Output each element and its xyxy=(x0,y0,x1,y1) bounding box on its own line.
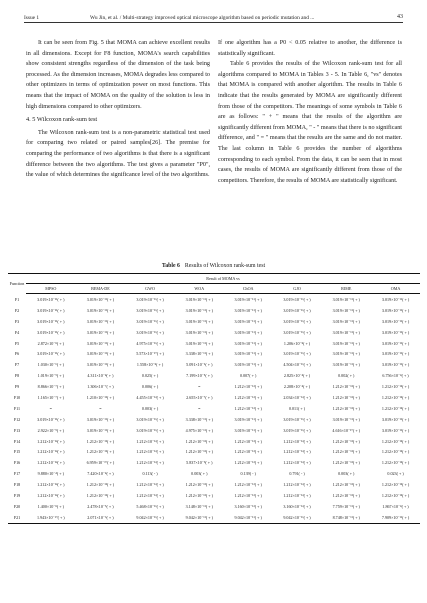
result-cell: 0.007( + ) xyxy=(240,373,257,379)
result-cell: 1.212×10⁻¹²( + ) xyxy=(136,482,164,488)
table-row xyxy=(8,327,420,338)
table-row xyxy=(8,479,420,490)
result-cell: 8.748×10⁻¹¹( + ) xyxy=(321,512,371,523)
result-cell: 3.338×10⁻¹¹( + ) xyxy=(185,351,213,357)
result-cell: 1.212×10⁻¹²( + ) xyxy=(283,449,311,455)
table-row xyxy=(8,359,420,370)
result-cell: 3.019×10⁻¹¹( + ) xyxy=(332,318,360,324)
table-row xyxy=(8,414,420,425)
table-row xyxy=(8,490,420,501)
result-cell: 1.212×10⁻¹²( + ) xyxy=(234,438,262,444)
result-cell: 1.212×10⁻¹²( + ) xyxy=(136,449,164,455)
result-cell: = xyxy=(198,405,201,411)
result-cell: 3.019×10⁻¹¹( + ) xyxy=(37,329,65,335)
result-cell: 1.212×10⁻¹²( + ) xyxy=(283,460,311,466)
result-cell: 3.019×10⁻¹¹( + ) xyxy=(37,307,65,313)
result-cell: = xyxy=(198,384,201,390)
result-cell: 1.212×10⁻¹²( + ) xyxy=(283,438,311,444)
result-cell: 1.212×10⁻¹²( + ) xyxy=(381,384,410,390)
running-title: Wu Jin, et al. / Multi-strategy improved optical microscope algorithm based on periodic mutation and ... xyxy=(90,15,315,21)
result-cell: 1.212×10⁻¹²( + ) xyxy=(381,438,410,444)
result-cell: 3.019×10⁻¹¹( + ) xyxy=(185,340,213,346)
result-cell: 1.212×10⁻¹²( + ) xyxy=(381,394,410,400)
function-label: F2 xyxy=(14,307,20,313)
table-row xyxy=(8,446,420,457)
result-cell: 1.212×10⁻¹²( + ) xyxy=(234,492,262,498)
result-cell: 3.019×10⁻¹¹( + ) xyxy=(86,362,115,368)
result-cell: 0.003( + ) xyxy=(141,405,159,411)
result-cell: 1.212×10⁻¹²( + ) xyxy=(381,449,410,455)
result-cell: 3.019×10⁻¹¹( + ) xyxy=(234,318,262,324)
function-label: F18 xyxy=(13,482,21,488)
result-cell: 3.019×10⁻¹¹( + ) xyxy=(332,416,360,422)
table-row xyxy=(8,512,420,523)
result-cell: 0.011( + ) xyxy=(288,405,306,411)
result-cell: 5.837×10⁻⁹( + ) xyxy=(186,460,213,466)
result-cell: 3.019×10⁻¹¹( + ) xyxy=(185,318,213,324)
result-cell: 1.212×10⁻¹²( + ) xyxy=(136,492,164,498)
result-cell: 1.212×10⁻¹²( + ) xyxy=(185,482,213,488)
result-cell: 6.756×10⁻⁸( + ) xyxy=(382,373,409,379)
result-cell: 3.019×10⁻¹¹( + ) xyxy=(332,329,360,335)
result-cell: 3.019×10⁻¹¹( + ) xyxy=(234,329,262,335)
result-cell: 4.455×10⁻¹²( + ) xyxy=(136,394,164,400)
result-cell: 1.306×10⁻⁷( + ) xyxy=(87,384,114,390)
result-cell: 3.019×10⁻¹¹( + ) xyxy=(234,362,262,368)
result-cell: 1.212×10⁻¹²( + ) xyxy=(234,460,262,466)
column-header: BEMA-DE xyxy=(76,284,126,294)
result-cell: 3.019×10⁻¹¹( + ) xyxy=(136,318,164,324)
result-cell: 3.019×10⁻¹¹( + ) xyxy=(332,340,360,346)
result-cell: 0.002( + ) xyxy=(338,373,355,379)
issue-label: Issue 1 xyxy=(24,15,40,21)
result-cell: 3.019×10⁻¹¹( + ) xyxy=(234,351,262,357)
function-label: F10 xyxy=(13,394,21,400)
result-cell: 2.922×10⁻⁹( + ) xyxy=(37,427,64,433)
result-cell: 3.019×10⁻¹¹( + ) xyxy=(332,296,360,302)
result-cell: 6.959×10⁻¹⁰( + ) xyxy=(86,460,115,466)
table-row xyxy=(8,338,420,349)
result-cell: 1.212×10⁻¹²( + ) xyxy=(86,449,115,455)
function-label: F6 xyxy=(14,351,20,357)
result-cell: 3.019×10⁻¹¹( + ) xyxy=(283,296,311,302)
result-cell: 1.019×10⁻⁵( + ) xyxy=(37,373,64,379)
function-label: F5 xyxy=(14,340,20,346)
result-cell: 3.019×10⁻¹¹( + ) xyxy=(136,427,164,433)
result-cell: 2.825×10⁻⁴( + ) xyxy=(283,373,311,379)
column-header: GJO xyxy=(273,284,322,294)
result-cell: 1.212×10⁻¹²( + ) xyxy=(37,492,65,498)
result-cell: 4.616×10⁻¹⁰( + ) xyxy=(332,427,361,433)
function-label: F16 xyxy=(13,460,21,466)
result-cell: 1.165×10⁻⁷( + ) xyxy=(37,394,64,400)
result-cell: 7.909×10⁻¹¹( + ) xyxy=(371,512,420,523)
result-cell: 1.206×10⁻⁸( + ) xyxy=(283,340,311,346)
table-body xyxy=(8,294,420,524)
result-cell: 1.212×10⁻¹²( + ) xyxy=(86,492,115,498)
result-cell: 1.212×10⁻¹²( + ) xyxy=(37,460,65,466)
result-cell: 7.759×10⁻¹¹( + ) xyxy=(332,503,360,509)
result-cell: 1.212×10⁻¹²( + ) xyxy=(332,384,360,390)
result-cell: 3.019×10⁻¹¹( + ) xyxy=(283,307,311,313)
result-cell: 1.212×10⁻¹²( + ) xyxy=(332,482,360,488)
result-cell: 1.212×10⁻¹²( + ) xyxy=(136,460,164,466)
result-cell: 7.420×10⁻⁸( + ) xyxy=(87,471,114,477)
result-cell: 3.019×10⁻¹¹( + ) xyxy=(86,340,115,346)
function-label: F9 xyxy=(14,384,20,390)
result-cell: 1.212×10⁻¹²( + ) xyxy=(332,438,360,444)
result-cell: 2.034×10⁻¹²( + ) xyxy=(283,394,311,400)
column-header: RIME xyxy=(321,284,371,294)
function-label: F17 xyxy=(13,471,21,477)
result-cell: 3.019×10⁻¹¹( + ) xyxy=(86,329,115,335)
result-cell: 3.019×10⁻¹¹( + ) xyxy=(37,318,65,324)
column-header: WOA xyxy=(175,284,224,294)
result-cell: 1.558×10⁻⁸( + ) xyxy=(136,362,164,368)
result-cell: 1.867×10⁻⁸( + ) xyxy=(382,503,409,509)
result-cell: 4.975×10⁻¹¹( + ) xyxy=(136,340,164,346)
result-cell: 1.212×10⁻¹²( + ) xyxy=(381,492,410,498)
result-cell: 0.791( - ) xyxy=(289,471,305,477)
result-cell: 3.019×10⁻¹¹( + ) xyxy=(283,329,311,335)
result-cell: 9.042×10⁻¹¹( + ) xyxy=(224,512,273,523)
result-cell: = xyxy=(99,405,102,411)
table-caption-text: Results of Wilcoxon rank-sum test xyxy=(184,263,266,269)
result-cell: 3.019×10⁻¹¹( + ) xyxy=(136,416,164,422)
result-cell: 0.003( + ) xyxy=(338,471,355,477)
result-cell: 2.071×10⁻⁶( + ) xyxy=(76,512,126,523)
result-cell: 5.573×10⁻¹⁰( + ) xyxy=(136,351,164,357)
result-cell: 1.212×10⁻¹²( + ) xyxy=(86,438,115,444)
result-cell: 3.019×10⁻¹¹( + ) xyxy=(234,427,262,433)
right-paragraph-1: If one algorithm has a P0 < 0.05 relative to another, the difference is statistically significant. xyxy=(218,40,402,57)
function-label: F19 xyxy=(13,492,21,498)
left-column xyxy=(26,38,210,181)
result-cell: 3.019×10⁻¹¹( + ) xyxy=(381,340,410,346)
result-cell: 5.091×10⁻⁶( + ) xyxy=(186,362,213,368)
result-cell: 3.019×10⁻¹¹( + ) xyxy=(283,318,311,324)
result-cell: 3.019×10⁻¹¹( + ) xyxy=(37,351,65,357)
result-cell: 3.019×10⁻¹¹( + ) xyxy=(185,329,213,335)
result-cell: 1.943×10⁻¹⁰( + ) xyxy=(26,512,76,523)
result-cell: 3.019×10⁻¹¹( + ) xyxy=(136,296,164,302)
result-cell: 3.019×10⁻¹¹( + ) xyxy=(381,296,410,302)
result-cell: 3.019×10⁻¹¹( + ) xyxy=(185,307,213,313)
result-cell: 3.019×10⁻¹¹( + ) xyxy=(381,307,410,313)
result-cell: 1.212×10⁻¹²( + ) xyxy=(86,482,115,488)
result-cell: 0.003( + ) xyxy=(191,471,208,477)
result-cell: 3.019×10⁻¹¹( + ) xyxy=(381,351,410,357)
result-cell: 3.019×10⁻¹¹( + ) xyxy=(381,416,410,422)
result-cell: 1.212×10⁻¹²( + ) xyxy=(381,460,410,466)
result-cell: 3.019×10⁻¹¹( + ) xyxy=(37,296,65,302)
result-cell: 2.872×10⁻⁸( + ) xyxy=(37,340,64,346)
table-caption xyxy=(0,263,427,269)
result-cell: 1.212×10⁻¹²( + ) xyxy=(283,492,311,498)
result-cell: 1.212×10⁻¹²( + ) xyxy=(234,405,262,411)
result-cell: 3.019×10⁻¹¹( + ) xyxy=(86,416,115,422)
result-cell: 9.042×10⁻¹¹( + ) xyxy=(175,512,224,523)
result-cell: 3.160×10⁻¹²( + ) xyxy=(234,503,262,509)
result-cell: 3.019×10⁻¹¹( + ) xyxy=(381,427,410,433)
table-label: Table 6 xyxy=(161,263,180,269)
right-paragraph-2: Table 6 provides the results of the Wilcoxon rank-sum test for all algorithms compared to MOMA in Tables 3 - 5. In Table 6, "vs" denotes that MOMA is compared with another algorithm. The results in Table 6 indicate that the results generated by MOMA are significantly different from those of the competitors. The meanings of some symbols in Table 6 are as follows: " + " means that the results of the algorithm are significantly different from MOMA, " - " means that there is no significant difference, and " = " means that the results are the same and do not matter. The last column in Table 6 provides the number of algorithms corresponding to each symbol. From the data, it can be seen that in most cases, the results of MOMA are significantly different from those of the competitors. Therefore, the results of MOMA are statistically significant. xyxy=(218,61,402,184)
right-column xyxy=(218,38,402,186)
left-paragraph-1: It can be seen from Fig. 5 that MOMA can achieve excellent results in all dimensions. Except for F8 function, MOMA's search capabilities show consistent strengths regardless of the dimension of the task being processed. As the dimension increases, MOMA degrades less compared to other optimizers in terms of optimization power on most functions. This means that the impact of MOMA on the quality of the solution is less in high dimensions compared to other optimizers. xyxy=(26,40,210,110)
result-cell: 1.212×10⁻¹²( + ) xyxy=(136,438,164,444)
table-row xyxy=(8,316,420,327)
result-cell: 9.042×10⁻¹¹( + ) xyxy=(273,512,322,523)
result-cell: 1.212×10⁻¹²( + ) xyxy=(37,449,65,455)
result-cell: 3.019×10⁻¹¹( + ) xyxy=(185,296,213,302)
result-cell: 9.880×10⁻⁴( + ) xyxy=(37,471,64,477)
result-cell: 1.030×10⁻⁶( + ) xyxy=(37,362,64,368)
result-cell: 1.212×10⁻¹²( + ) xyxy=(234,384,262,390)
stub-header: Function xyxy=(8,274,26,294)
result-cell: 9.042×10⁻¹¹( + ) xyxy=(125,512,175,523)
result-cell: 3.160×10⁻¹²( + ) xyxy=(283,503,311,509)
result-cell: 1.212×10⁻¹²( + ) xyxy=(234,394,262,400)
result-cell: 5.468×10⁻¹¹( + ) xyxy=(136,503,164,509)
function-label: F8 xyxy=(14,373,20,379)
table-row xyxy=(8,348,420,359)
result-cell: 3.019×10⁻¹¹( + ) xyxy=(86,351,115,357)
function-label: F11 xyxy=(13,405,21,411)
result-cell: 1.212×10⁻¹²( + ) xyxy=(332,460,360,466)
result-cell: = xyxy=(49,405,52,411)
section-heading: 4. 5 Wilcoxon rank-sum test xyxy=(26,116,98,124)
result-cell: 1.212×10⁻¹²( + ) xyxy=(332,492,360,498)
result-cell: 3.019×10⁻¹¹( + ) xyxy=(332,307,360,313)
function-label: F15 xyxy=(13,449,21,455)
result-cell: 0.025( + ) xyxy=(141,373,159,379)
result-cell: 1.212×10⁻¹²( + ) xyxy=(185,438,213,444)
result-cell: 3.019×10⁻¹¹( + ) xyxy=(234,296,262,302)
column-header: ChOA xyxy=(224,284,273,294)
result-cell: 1.212×10⁻¹²( + ) xyxy=(37,438,65,444)
table-row xyxy=(8,468,420,479)
result-cell: 1.212×10⁻¹²( + ) xyxy=(332,405,360,411)
result-cell: 2.208×10⁻⁴( + ) xyxy=(283,384,311,390)
result-cell: 1.212×10⁻¹²( + ) xyxy=(185,492,213,498)
table-row xyxy=(8,392,420,403)
function-label: F13 xyxy=(13,427,21,433)
function-label: F20 xyxy=(13,503,21,509)
function-label: F14 xyxy=(13,438,21,444)
left-paragraph-2: The Wilcoxon rank-sum test is a non-parametric statistical test used for comparing two related or paired samples[26]. The premise for comparing the performance of two algorithms is that there is a significant difference between the two algorithms. The test gives a parameter "P0", the value of which determines the significance level of the two algorithms. xyxy=(26,129,210,179)
result-cell: 0.113( - ) xyxy=(142,471,158,477)
result-cell: 1.212×10⁻¹²( + ) xyxy=(381,482,410,488)
function-label: F7 xyxy=(14,362,20,368)
result-cell: 3.019×10⁻¹¹( + ) xyxy=(381,362,410,368)
result-cell: 1.212×10⁻¹²( + ) xyxy=(332,449,360,455)
result-cell: 0.023( + ) xyxy=(387,471,404,477)
header-rule xyxy=(24,22,403,23)
column-header: OMA xyxy=(371,284,420,294)
table-row xyxy=(8,501,420,512)
result-cell: 3.019×10⁻¹¹( + ) xyxy=(283,416,311,422)
result-cell: 3.019×10⁻¹¹( + ) xyxy=(86,427,115,433)
result-cell: 2.478×10⁻⁵( + ) xyxy=(87,503,114,509)
result-cell: 3.019×10⁻¹¹( + ) xyxy=(381,329,410,335)
function-label: F3 xyxy=(14,318,20,324)
result-cell: 3.019×10⁻¹¹( + ) xyxy=(332,362,360,368)
result-cell: 1.400×10⁻⁸( + ) xyxy=(37,503,64,509)
table-row xyxy=(8,381,420,392)
result-cell: 3.019×10⁻¹¹( + ) xyxy=(86,296,115,302)
result-cell: 3.019×10⁻¹¹( + ) xyxy=(234,340,262,346)
result-cell: 1.212×10⁻¹²( + ) xyxy=(185,449,213,455)
result-cell: 3.019×10⁻¹¹( + ) xyxy=(283,427,311,433)
column-header-row xyxy=(8,284,420,294)
result-cell: 3.019×10⁻¹¹( + ) xyxy=(332,351,360,357)
result-cell: 3.019×10⁻¹¹( + ) xyxy=(234,416,262,422)
function-label: F21 xyxy=(8,512,26,523)
table-row xyxy=(8,425,420,436)
result-cell: 4.504×10⁻¹¹( + ) xyxy=(283,362,311,368)
result-cell: 1.212×10⁻¹²( + ) xyxy=(283,482,311,488)
result-cell: 3.019×10⁻¹¹( + ) xyxy=(37,416,65,422)
result-cell: 3.019×10⁻¹¹( + ) xyxy=(86,307,115,313)
result-cell: 8.866×10⁻⁷( + ) xyxy=(37,384,64,390)
result-cell: 3.019×10⁻¹¹( + ) xyxy=(283,351,311,357)
result-cell: 7.199×10⁻⁵( + ) xyxy=(186,373,213,379)
result-cell: 3.019×10⁻¹¹( + ) xyxy=(136,307,164,313)
result-cell: 4.311×10⁻⁸( + ) xyxy=(87,373,114,379)
page-number: 43 xyxy=(397,14,403,20)
result-cell: 1.210×10⁻¹²( + ) xyxy=(86,394,115,400)
result-cell: 4.975×10⁻¹¹( + ) xyxy=(185,427,213,433)
result-cell: 1.212×10⁻¹²( + ) xyxy=(234,482,262,488)
table-row xyxy=(8,370,420,381)
table-row xyxy=(8,305,420,316)
function-label: F1 xyxy=(14,296,20,302)
function-label: F12 xyxy=(13,416,21,422)
result-cell: 3.148×10⁻¹¹( + ) xyxy=(185,503,213,509)
result-cell: 1.212×10⁻¹²( + ) xyxy=(332,394,360,400)
wilcoxon-table xyxy=(8,273,420,524)
result-cell: 3.019×10⁻¹¹( + ) xyxy=(234,307,262,313)
result-cell: 2.655×10⁻⁷( + ) xyxy=(186,394,213,400)
table-row xyxy=(8,403,420,414)
result-cell: 3.019×10⁻¹¹( + ) xyxy=(136,329,164,335)
result-cell: 3.019×10⁻¹¹( + ) xyxy=(86,318,115,324)
result-cell: 0.006( + ) xyxy=(141,384,159,390)
table-row xyxy=(8,436,420,447)
function-label: F4 xyxy=(14,329,20,335)
group-header: Result of MOMA vs xyxy=(26,274,420,284)
column-header: GWO xyxy=(125,284,175,294)
result-cell: 0.139( - ) xyxy=(240,471,256,477)
result-cell: 1.212×10⁻¹²( + ) xyxy=(381,405,410,411)
column-header: MPSO xyxy=(26,284,76,294)
table-row xyxy=(8,294,420,305)
result-cell: 3.019×10⁻¹¹( + ) xyxy=(381,318,410,324)
table-row xyxy=(8,457,420,468)
result-cell: 1.212×10⁻¹²( + ) xyxy=(234,449,262,455)
result-cell: 3.338×10⁻¹¹( + ) xyxy=(185,416,213,422)
result-cell: 1.212×10⁻¹²( + ) xyxy=(37,482,65,488)
